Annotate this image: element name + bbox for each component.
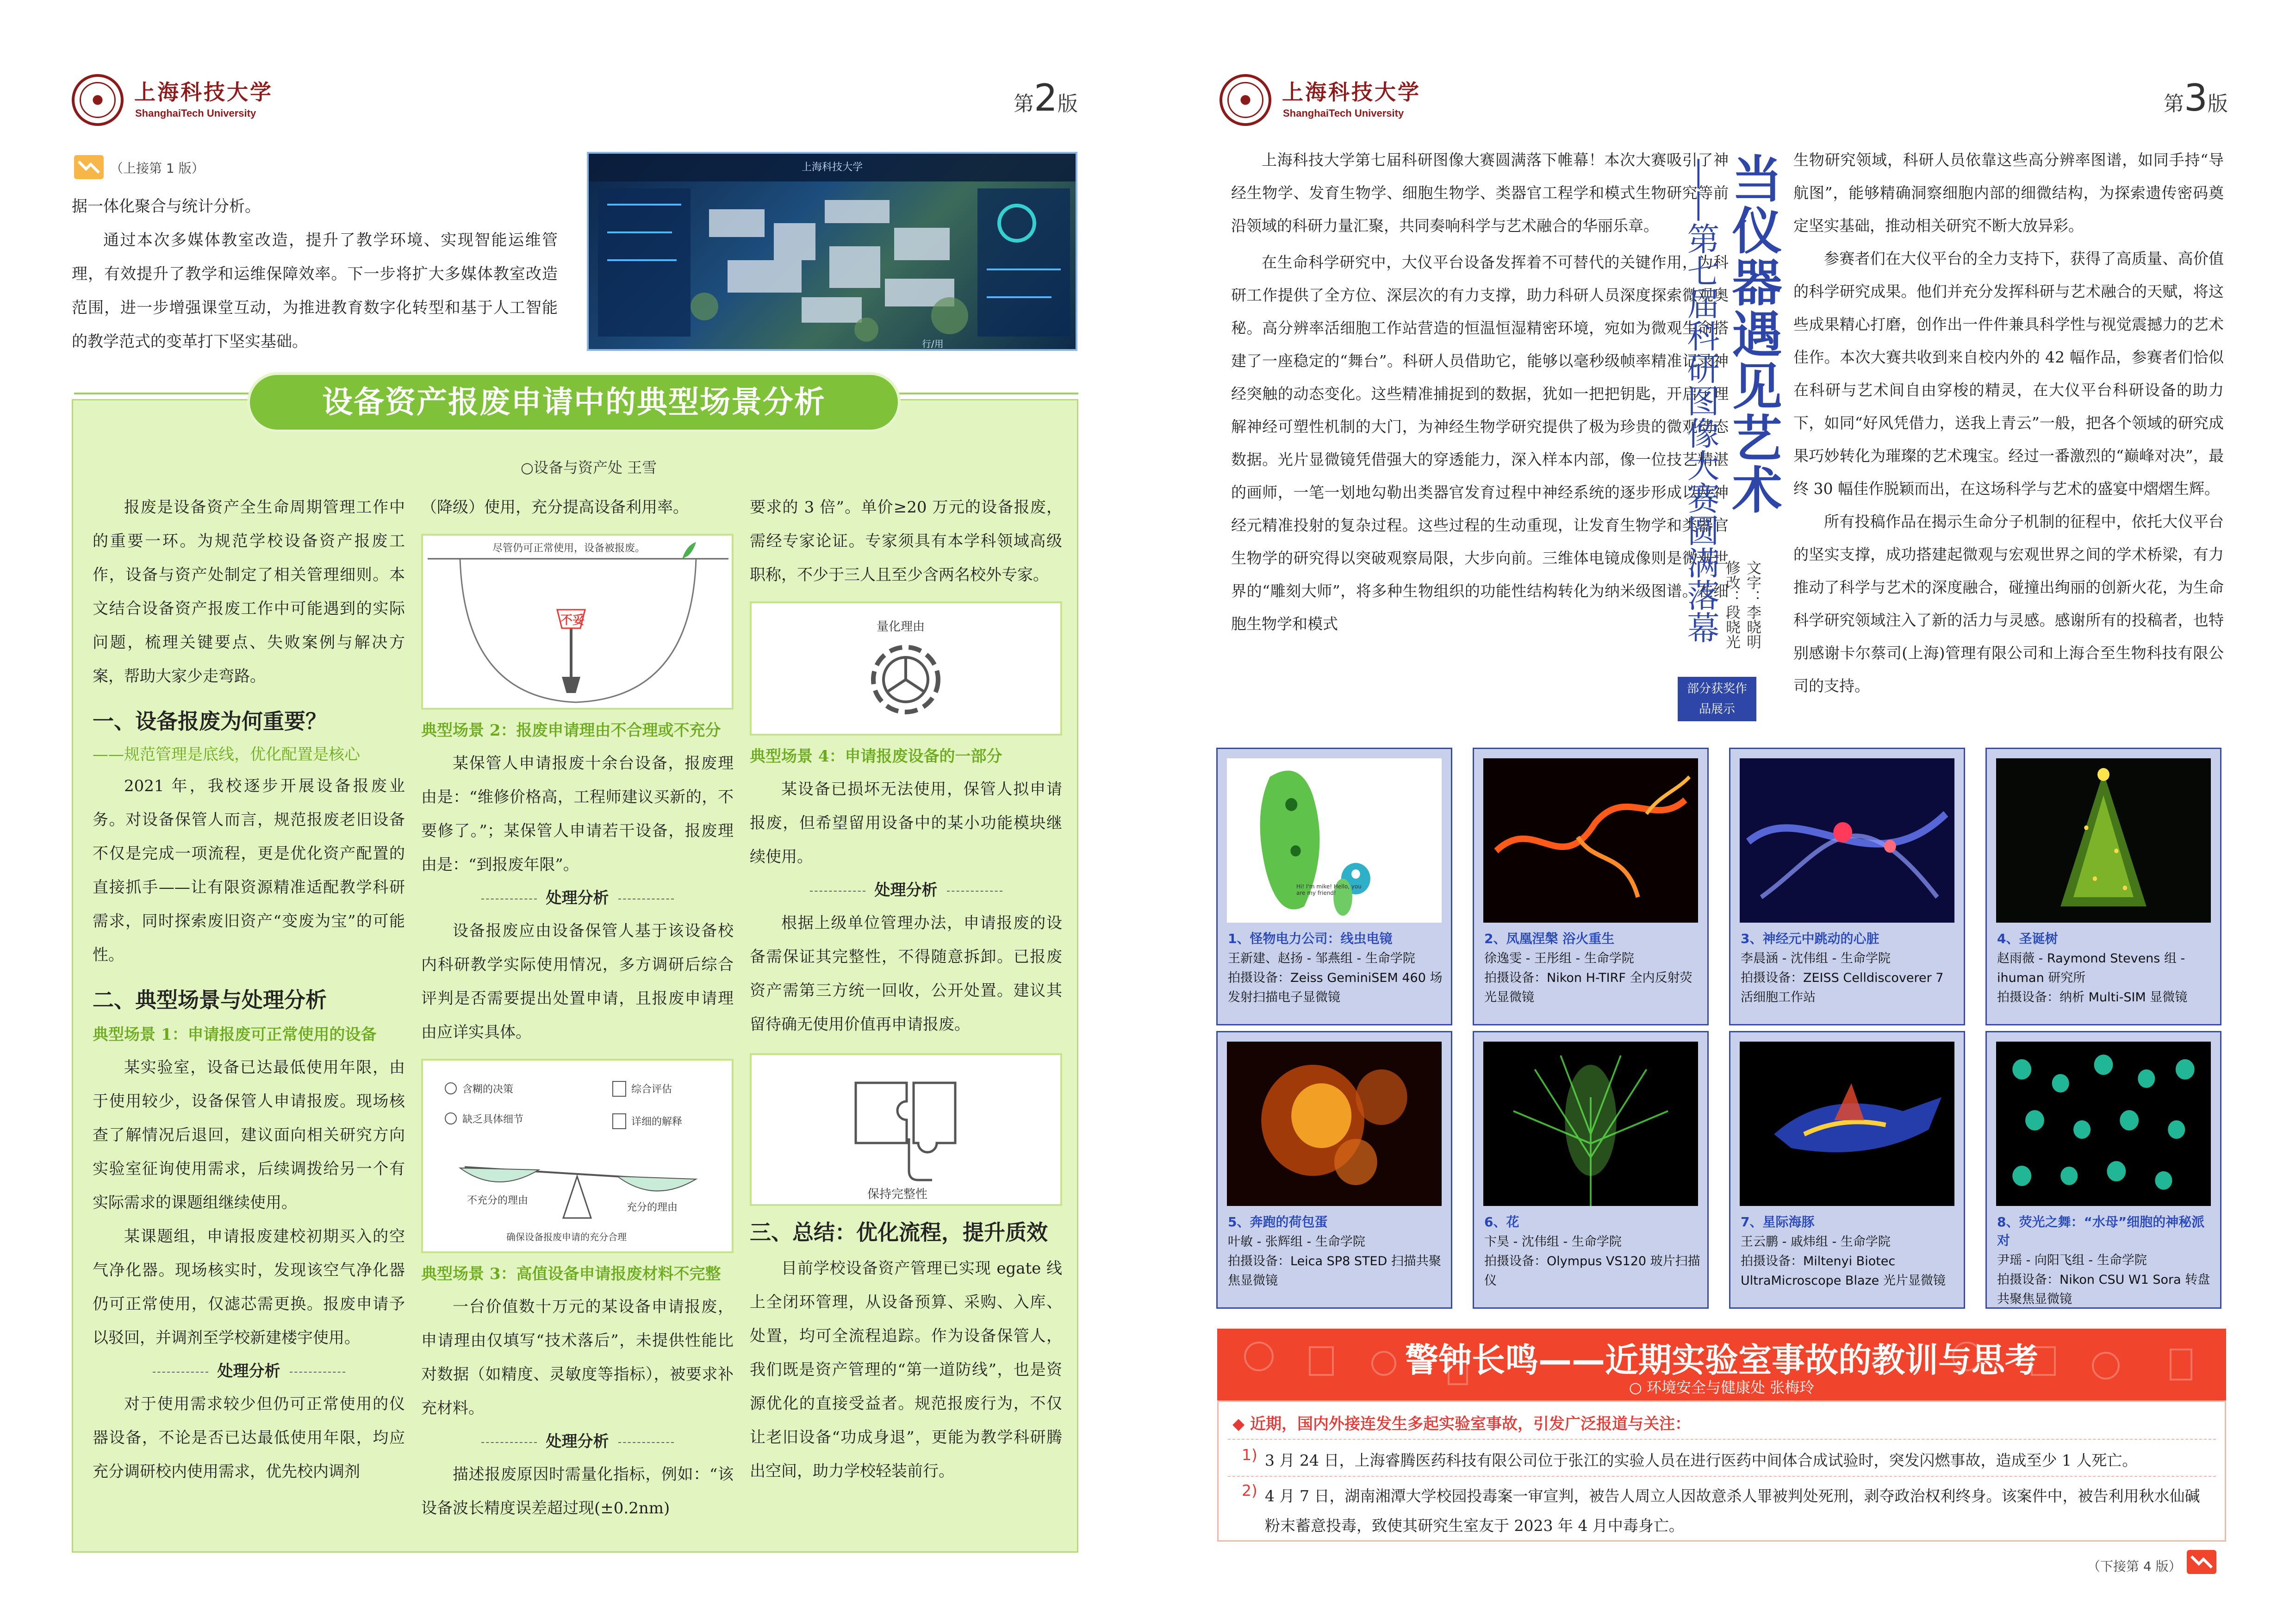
scene-3-gear-diagram: 量化理由 bbox=[750, 601, 1062, 736]
scene-1-diagram: 尽管仍可正常使用，设备被报废。 不妥 bbox=[421, 534, 734, 710]
scene-4-title: 典型场景 4：申请报废设备的一部分 bbox=[750, 747, 1002, 766]
page-number: 第3版 bbox=[2164, 76, 2228, 119]
award-photo-image bbox=[1483, 1042, 1698, 1206]
alarm-banner bbox=[1217, 1329, 2226, 1400]
award-photo-authors: 徐逸雯 - 王彤组 - 生命学院 bbox=[1484, 951, 1634, 966]
accident-1-num: 1) bbox=[1242, 1446, 1257, 1464]
award-photo-equipment: 拍摄设备：Leica SP8 STED 扫描共聚焦显微镜 bbox=[1228, 1254, 1441, 1288]
article-title: 设备资产报废申请中的典型场景分析 bbox=[322, 384, 826, 420]
award-photo-card bbox=[1473, 748, 1709, 1025]
continue-from-label: （上接第 1 版） bbox=[110, 161, 205, 176]
contest-credit-writer: 文字：李晓明 bbox=[1744, 560, 1762, 649]
analysis-label-2: 处理分析 bbox=[421, 882, 734, 914]
campus-dashboard-image bbox=[587, 152, 1077, 351]
award-photo-authors: 卞昊 - 沈伟组 - 生命学院 bbox=[1484, 1235, 1622, 1249]
accident-divider bbox=[1228, 1476, 2216, 1477]
analysis-label-4: 处理分析 bbox=[750, 874, 1062, 906]
contest-text-col-1: 上海科技大学第七届科研图像大赛圆满落下帷幕！本次大赛吸引了神经生物学、发育生物学、细胞生物学、类器官工程学和模式生物研究等前沿领域的科研力量汇聚，共同奏响科学与艺术融合的华丽乐章。 在生命科学研究中，大仪平台设备发挥着不可替代的关键作用，为科研工作提供了全方位、深层次的有力支撑，助力科研人员深度探索微观奥秘。高分辨率活细胞工作站营造的恒温恒湿精密环境，宛如为微观生命搭建了一座稳定的“舞台”。科研人员借助它，能够以毫秒级帧率精准记录神经突触的动态变化。这些精准捕捉到的数据，犹如一把把钥匙，开启了理解神经可塑性机制的大门，为神经生物学研究提供了极为珍贵的微观动态数据。光片显微镜凭借强大的穿透能力，深入样本内部，像一位技艺精湛的画师，一笔一划地勾勒出类器官发育过程中神经系统的逐步形成以及神经元精准投射的复杂过程。这些过程的生动重现，让发育生物学和类器官生物学的研究得以突破观察局限，大步向前。三维体电镜成像则是微观世界的“雕刻大师”，将多种生物组织的功能性结构转化为纳米级图谱。在细胞生物学和模式 bbox=[1231, 151, 1729, 633]
right-page bbox=[1148, 0, 2296, 1624]
contest-vertical-subtitle: ——第七届科研图像大赛圆满落幕 bbox=[1682, 157, 1720, 643]
intro-text: 据一体化聚合与统计分析。 通过本次多媒体教室改造，提升了教学环境、实现智能运维管理，有效提升了教学和运维保障效率。下一步将扩大多媒体教室改造范围，进一步增强课堂互动，为推进教育数字化转型和基于人工智能的教学范式的变革打下坚实基础。 bbox=[72, 197, 558, 351]
award-photo-image bbox=[1996, 758, 2211, 923]
award-photo-title: 8、荧光之舞：“水母”细胞的神秘派对 bbox=[1997, 1214, 2205, 1248]
accident-divider bbox=[1228, 1439, 2216, 1440]
award-photo-image bbox=[1483, 758, 1698, 923]
award-photo-equipment: 拍摄设备：ZEISS Celldiscoverer 7 活细胞工作站 bbox=[1741, 971, 1944, 1005]
analysis-label-3: 处理分析 bbox=[421, 1425, 734, 1458]
section-subheading-1: ——规范管理是底线，优化配置是核心 bbox=[93, 745, 360, 764]
award-photo-card bbox=[1729, 748, 1965, 1025]
award-photo-equipment: 拍摄设备：Olympus VS120 玻片扫描仪 bbox=[1484, 1254, 1700, 1288]
award-photo-card bbox=[1216, 1031, 1452, 1309]
award-photo-card bbox=[1985, 1031, 2221, 1309]
continue-arrow-icon bbox=[2187, 1550, 2216, 1574]
section-heading-2: 二、典型场景与处理分析 bbox=[93, 987, 327, 1012]
award-photo-authors: 王云鹏 - 戚炜组 - 生命学院 bbox=[1741, 1235, 1891, 1249]
award-photo-title: 2、凤凰涅槃 浴火重生 bbox=[1484, 931, 1615, 946]
award-photo-authors: 尹瑶 - 向阳飞组 - 生命学院 bbox=[1997, 1253, 2147, 1268]
article-column-2: （降级）使用，充分提高设备利用率。 尽管仍可正常使用，设备被报废。 不妥 典型场景 2：报废申请理由不合理或不充分 某保管人申请报废十余台设备，报废理由是：“维修价格高，工程师建议买新的，不要修了。”；某保管人申请若干设备，报废理由是：“到报废年限”。 处理分析 设备报废应由设备保管人基于该设备校内科研教学实际使用情况，多方调研后综合评判是否需要提出处置申请，且报废申请理由应详实具体。 含糊的决策 缺乏具体细节 综合评估 详细的解释 不充分的理由 充分的理由 确保设备报废申请的充分合理 典型场景 3：高值设备申请报废材料不完整 一台价值数十万元的某设备申请报废，申请理由仅填写“技术落后”，未提供性能比对数据（如精度、灵敏度等指标），被要求补充材料。 处理分析 描述报废原因时需量化指标，例如：“该设备波长精度误差超过现(±0.2nm) bbox=[421, 498, 734, 1518]
award-photo-image bbox=[1996, 1042, 2211, 1206]
award-photo-grid bbox=[1216, 748, 2230, 1317]
award-photo-authors: 赵雨薇 - Raymond Stevens 组 - ihuman 研究所 bbox=[1997, 951, 2185, 985]
section-heading-1: 一、设备报废为何重要？ bbox=[93, 709, 327, 734]
accident-2-text: 4 月 7 日，湖南湘潭大学校园投毒案一审宣判，被告人周立人因故意杀人罪被判处死刑，剥夺政治权利终身。该案件中，被告利用秋水仙碱粉末蓄意投毒，致使其研究生室友于 2023 年 4 月中毒身亡。 bbox=[1265, 1487, 2200, 1535]
accident-lead: ◆ 近期，国内外接连发生多起实验室事故，引发广泛报道与关注： bbox=[1232, 1415, 1691, 1433]
accident-1-text: 3 月 24 日，上海睿腾医药科技有限公司位于张江的实验人员在进行医药中间体合成试验时，突发闪燃事故，造成至少 1 人死亡。 bbox=[1265, 1451, 2138, 1469]
contest-credit-editor: 修改：段晓光 bbox=[1724, 560, 1741, 649]
award-photo-image bbox=[1227, 1042, 1442, 1206]
award-photo-authors: 李晨涵 - 沈伟组 - 生命学院 bbox=[1741, 951, 1891, 966]
award-photo-image bbox=[1227, 758, 1442, 923]
award-badge: 部分获奖作品展示 bbox=[1678, 677, 1756, 721]
award-photo-authors: 叶敏 - 张辉组 - 生命学院 bbox=[1228, 1235, 1365, 1249]
scene-2-title: 典型场景 2：报废申请理由不合理或不充分 bbox=[421, 721, 721, 740]
university-name-en: ShanghaiTech University bbox=[135, 107, 256, 119]
award-photo-title: 7、星际海豚 bbox=[1741, 1214, 1815, 1230]
alarm-title: 警钟长鸣——近期实验室事故的教训与思考 bbox=[1405, 1341, 2038, 1380]
award-photo-card bbox=[1729, 1031, 1965, 1309]
analysis-label-1: 处理分析 bbox=[93, 1355, 405, 1387]
article-author: ○设备与资产处 王雪 bbox=[521, 459, 657, 476]
award-photo-authors: 王新建、赵扬 - 邹燕组 - 生命学院 bbox=[1228, 951, 1415, 966]
continue-to-label: （下接第 4 版） bbox=[2087, 1559, 2182, 1574]
award-photo-title: 1、怪物电力公司：线虫电镜 bbox=[1228, 931, 1393, 946]
university-name-cn: 上海科技大学 bbox=[134, 80, 273, 105]
scene-1-title: 典型场景 1：申请报废可正常使用的设备 bbox=[93, 1025, 377, 1044]
contest-vertical-title: 当仪器遇见艺术 bbox=[1724, 153, 1782, 516]
award-photo-equipment: 拍摄设备：纳析 Multi-SIM 显微镜 bbox=[1997, 990, 2188, 1005]
article-column-1: 报废是设备资产全生命周期管理工作中的重要一环。为规范学校设备资产报废工作，设备与资产处制定了相关管理细则。本文结合设备资产报废工作中可能遇到的实际问题，梳理关键要点、失败案例与解决方案，帮助大家少走弯路。 一、设备报废为何重要？ ——规范管理是底线，优化配置是核心 2021 年，我校逐步开展设备报废业务。对设备保管人而言，规范报废老旧设备不仅是完成一项流程，更是优化资产配置的直接抓手——让有限资源精准适配教学科研需求，同时探索废旧资产“变废为宝”的可能性。 二、典型场景与处理分析 典型场景 1：申请报废可正常使用的设备 某实验室，设备已达最低使用年限，由于使用较少，设备保管人申请报废。现场核查了解情况后退回，建议面向相关研究方向实验室征询使用需求，后续调拨给另一个有实际需求的课题组继续使用。 某课题组，申请报废建校初期买入的空气净化器。现场核实时，发现该空气净化器仍可正常使用，仅滤芯需更换。报废申请予以驳回，并调剂至学校新建楼宇使用。 处理分析 对于使用需求较少但仍可正常使用的仪器设备，不论是否已达最低使用年限，均应充分调研校内使用需求，优先校内调剂 bbox=[93, 498, 405, 1481]
continue-arrow-icon bbox=[74, 155, 104, 179]
university-name-cn: 上海科技大学 bbox=[1282, 80, 1421, 105]
award-photo-title: 6、花 bbox=[1484, 1214, 1519, 1230]
accident-2-num: 2) bbox=[1242, 1481, 1257, 1499]
award-photo-image bbox=[1740, 758, 1954, 923]
award-photo-equipment: 拍摄设备：Miltenyi Biotec UltraMicroscope Blaze 光片显微镜 bbox=[1741, 1254, 1946, 1288]
alarm-author: ○ 环境安全与健康处 张梅玲 bbox=[1629, 1379, 1815, 1396]
dashboard-footer: 行/用 bbox=[922, 338, 944, 350]
scene-4-puzzle-diagram: 保持完整性 bbox=[750, 1053, 1062, 1206]
university-logo bbox=[1220, 74, 1271, 126]
section-heading-3: 三、总结：优化流程，提升质效 bbox=[750, 1220, 1048, 1245]
scene-3-title: 典型场景 3：高值设备申请报废材料不完整 bbox=[421, 1265, 721, 1283]
monster-caption: Hi! I'm mike! Hello, you are my friend! bbox=[1296, 883, 1362, 896]
university-logo bbox=[72, 74, 124, 126]
award-photo-title: 5、奔跑的荷包蛋 bbox=[1228, 1214, 1328, 1230]
not-proper-sign: 不妥 bbox=[560, 613, 585, 627]
award-photo-card bbox=[1473, 1031, 1709, 1309]
accident-list-box bbox=[1217, 1400, 2226, 1542]
award-photo-equipment: 拍摄设备：Nikon H-TIRF 全内反射荧光显微镜 bbox=[1484, 971, 1692, 1005]
contest-text-col-2: 生物研究领域，科研人员依靠这些高分辨率图谱，如同手持“导航图”，能够精确洞察细胞内部的细微结构，为探索遗传密码奠定坚实基础，推动相关研究不断大放异彩。 参赛者们在大仪平台的全力支持下，获得了高质量、高价值的科学研究成果。他们并充分发挥科研与艺术融合的天赋，将这些成果精心打磨，创作出一件件兼具科学性与视觉震撼力的艺术佳作。本次大赛共收到来自校内外的 42 幅作品，参赛者们恰似在科研与艺术间自由穿梭的精灵，在大仪平台科研设备的助力下，如同“好风凭借力，送我上青云”一般，把各个领域的研究成果巧妙转化为璀璨的艺术瑰宝。经过一番激烈的“巅峰对决”，最终 30 幅佳作脱颖而出，在这场科学与艺术的盛宴中熠熠生辉。 所有投稿作品在揭示生命分子机制的征程中，依托大仪平台的坚实支撑，成功搭建起微观与宏观世界之间的学术桥梁，有力推动了科学与艺术的深度融合，碰撞出绚丽的创新火花，为生命科学研究领域注入了新的活力与灵感。感谢所有的投稿者，也特别感谢卡尔蔡司(上海)管理有限公司和上海合至生物科技有限公司的支持。 bbox=[1793, 151, 2224, 695]
award-photo-equipment: 拍摄设备：Zeiss GeminiSEM 460 场发射扫描电子显微镜 bbox=[1228, 971, 1443, 1005]
dashboard-title: 上海科技大学 bbox=[802, 162, 863, 173]
award-photo-equipment: 拍摄设备：Nikon CSU W1 Sora 转盘共聚焦显微镜 bbox=[1997, 1273, 2210, 1306]
award-photo-card bbox=[1985, 748, 2221, 1025]
award-photo-image bbox=[1740, 1042, 1954, 1206]
scene-2-balance-diagram: 含糊的决策 缺乏具体细节 综合评估 详细的解释 不充分的理由 充分的理由 确保设备报废申请的充分合理 bbox=[421, 1059, 734, 1253]
article-column-3: 要求的 3 倍”。单价≥20 万元的设备报废，需经专家论证。专家须具有本学科领域高级职称，不少于三人且至少含两名校外专家。 量化理由 典型场景 4：申请报废设备的一部分 某设备已损坏无法使用，保管人拟申请报废，但希望留用设备中的某小功能模块继续使用。 处理分析 根据上级单位管理办法，申请报废的设备需保证其完整性，不得随意拆卸。已报废资产需第三方统一回收，公开处置。建议其留待确无使用价值再申请报废。 保持完整性 三、总结：优化流程，提升质效 目前学校设备资产管理已实现 egate 线上全闭环管理，从设备预算、采购、入库、处置，均可全流程追踪。作为设备保管人，我们既是资产管理的“第一道防线”，也是资源优化的直接受益者。规范报废行为，不仅让老旧设备“功成身退”，更能为教学科研腾出空间，助力学校轻装前行。 bbox=[750, 498, 1062, 1480]
university-name-en: ShanghaiTech University bbox=[1283, 107, 1404, 119]
title-banner bbox=[250, 375, 898, 430]
award-photo-title: 3、神经元中跳动的心脏 bbox=[1741, 931, 1879, 946]
award-photo-card bbox=[1216, 748, 1452, 1025]
page-number: 第2版 bbox=[1014, 76, 1078, 119]
award-photo-title: 4、圣诞树 bbox=[1997, 931, 2058, 946]
